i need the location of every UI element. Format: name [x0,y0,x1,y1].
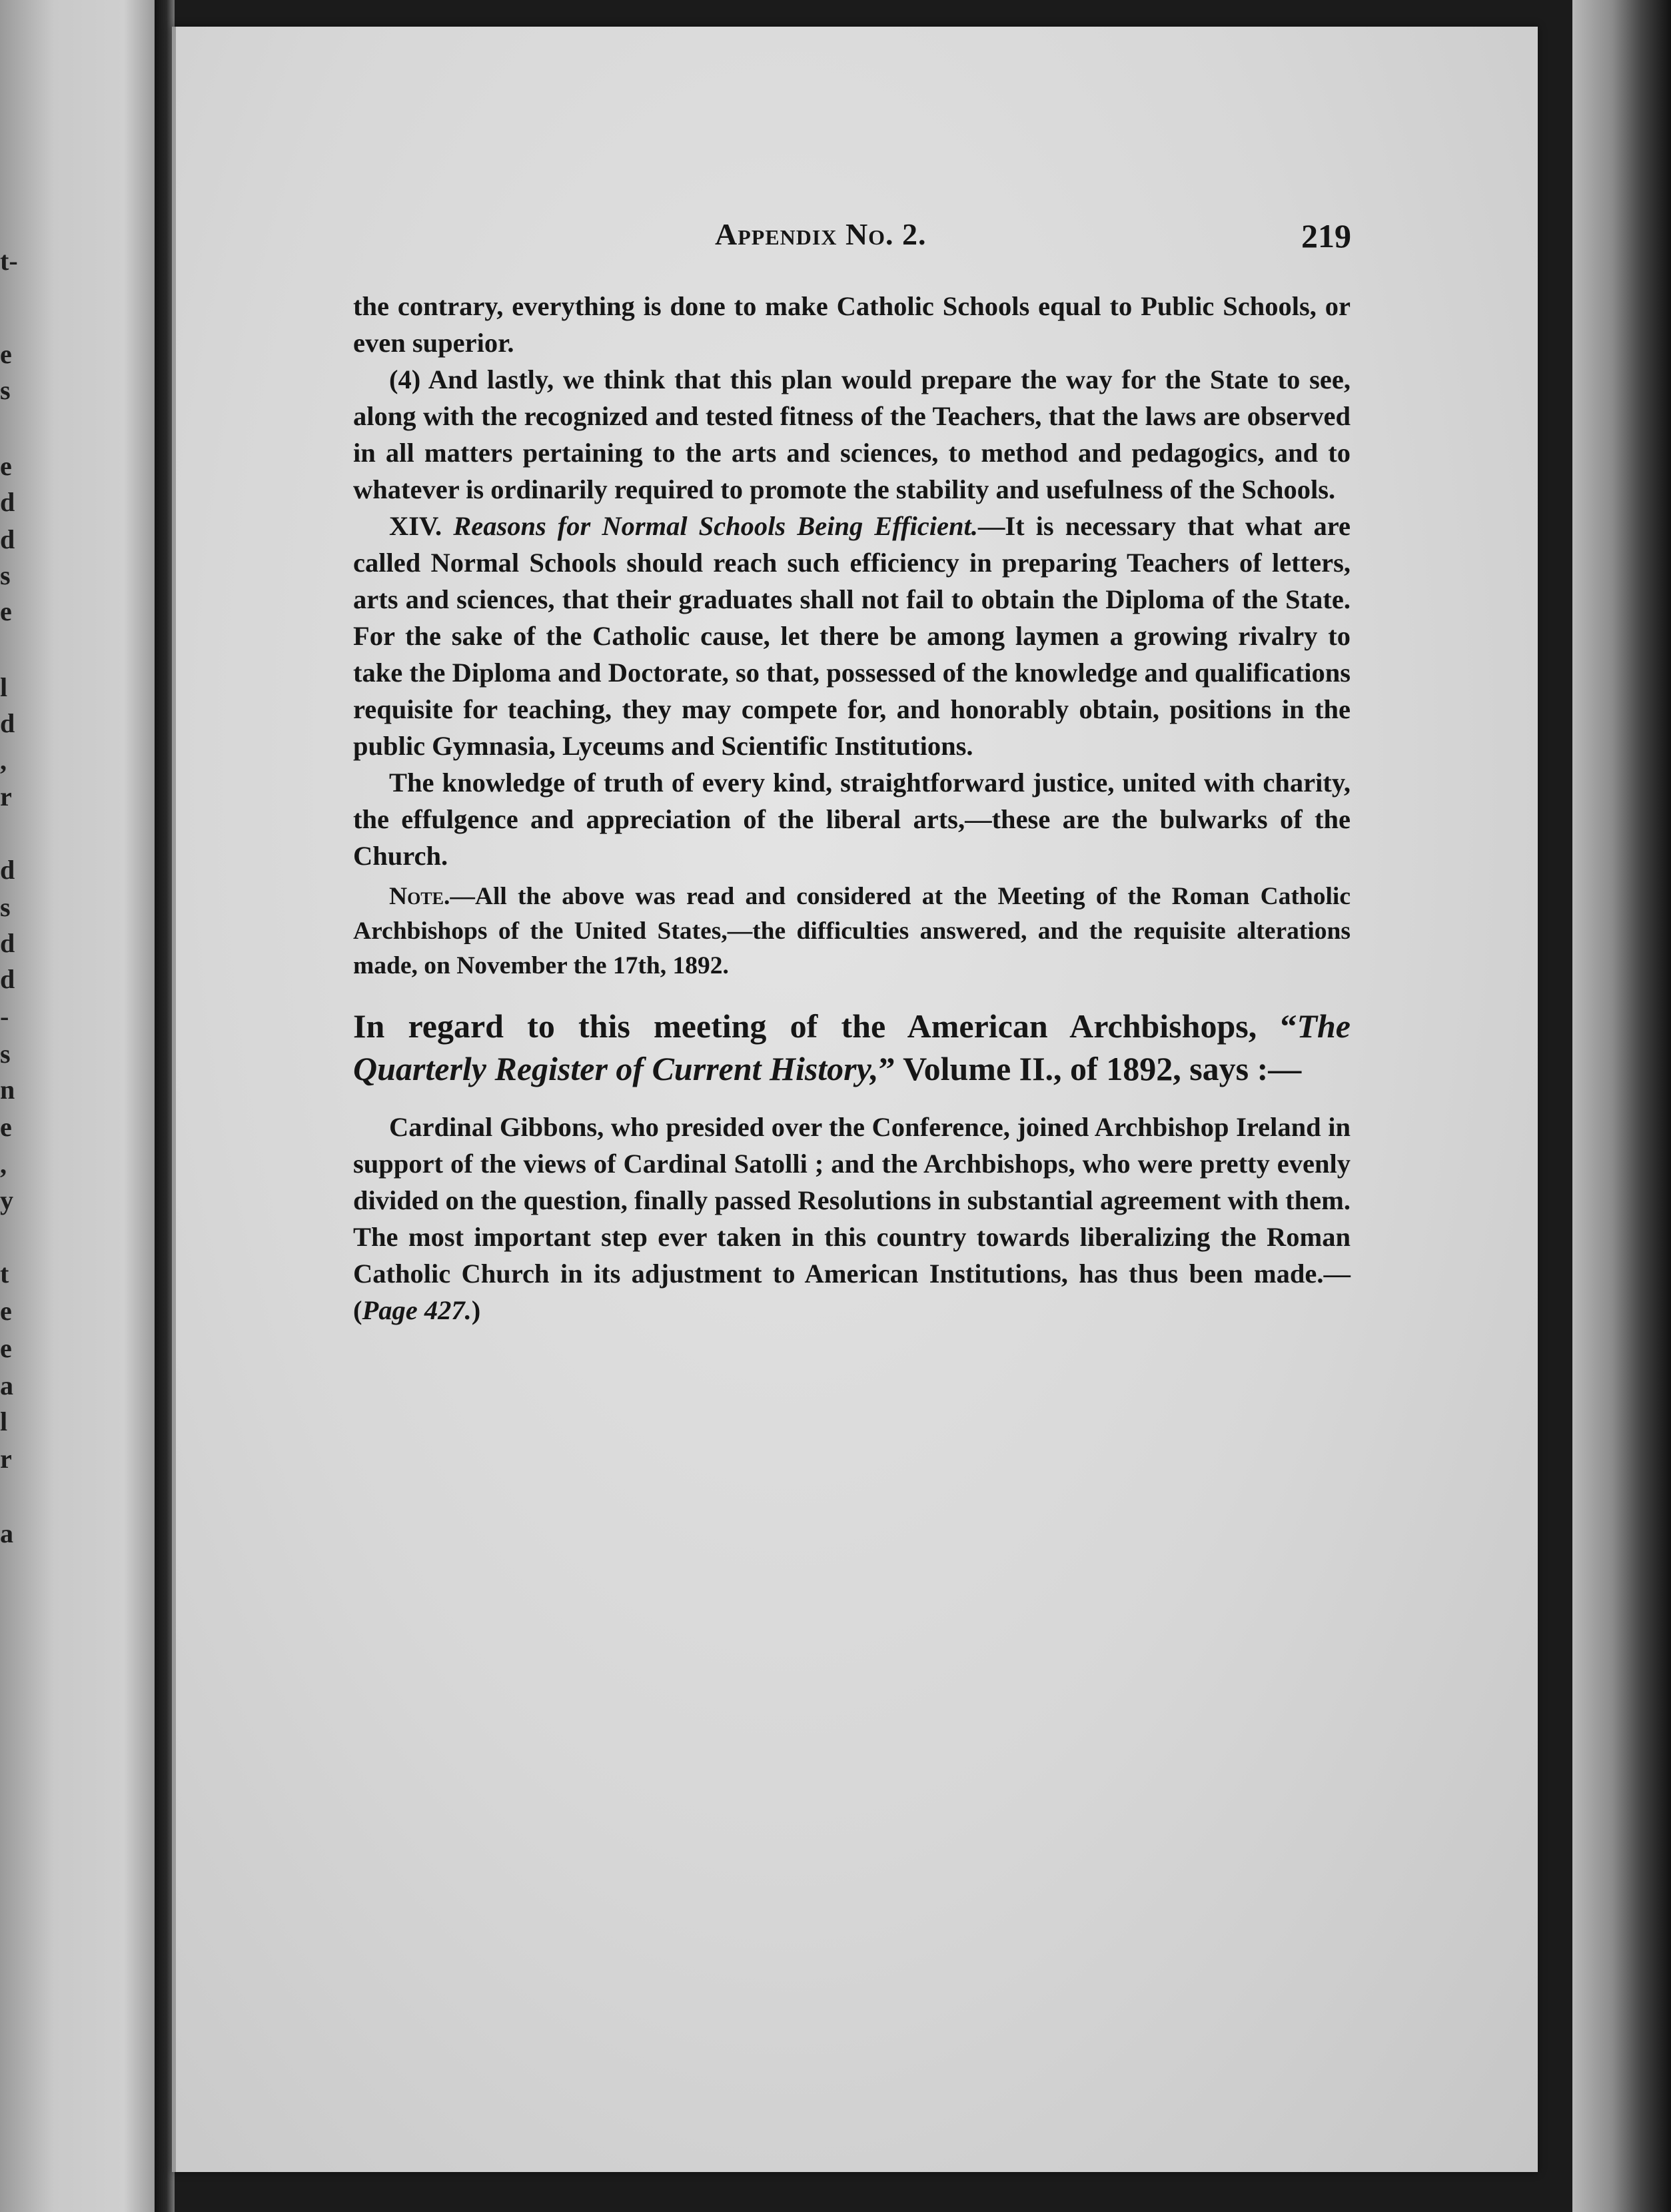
left-page-fragment: l [0,672,8,702]
quotation-introduction [353,1005,1351,1090]
section-body: —It is necessary that what are called Normal Schools should reach such efficiency in preparing Teachers of letters, arts and sciences, that their graduates shall not fail to obtain the Diploma of the State. For the sake of the Catholic cause, let there be among laymen a growing rivalry to take the Diploma and Doctorate, so that, possessed of the knowledge and qualifications requisite for teaching, they may compete for, and honorably obtain, positions in the public Gymnasia, Lyceums and Scientific Institutions. [353,511,1351,761]
left-page-fragment: r [0,782,12,812]
left-page-fragment: - [0,1001,9,1031]
note-body: —All the above was read and considered at the Meeting of the Roman Catholic Archbishops of the United States,—the difficulties answered, and the requisite alterations made, on November the 17th, 1892. [353,883,1351,979]
left-page-fragment: t- [0,246,18,276]
left-page-fragment: d [0,928,15,958]
left-page-fragment: n [0,1075,15,1105]
left-page-fragment: d [0,964,15,994]
page-header [172,217,1538,257]
quotation-close: ) [471,1295,481,1325]
intro-after: ” Volume II., of 1892, says :— [878,1050,1302,1087]
left-page-fragment: e [0,451,12,481]
page-citation: Page 427. [362,1295,472,1325]
left-page-fragment: l [0,1406,8,1436]
section-heading: Reasons for Normal Schools Being Efficient. [453,511,978,541]
left-page-fragment: s [0,560,11,590]
left-page-fragment: s [0,375,11,405]
left-page-fragment: s [0,1039,11,1069]
left-page-fragment: e [0,596,12,626]
left-page-fragment: t [0,1259,9,1289]
left-page-fragment: , [0,1149,7,1179]
left-page-fragment: r [0,1444,12,1474]
left-page-fragment: e [0,1296,12,1326]
paragraph-continuation: the contrary, everything is done to make Catholic Schools equal to Public Schools, or even superior. [353,291,1351,358]
paragraph-section-xiv [353,508,1351,764]
page-inner-edge [172,27,176,2172]
left-page-fragment: e [0,1333,12,1363]
note-paragraph [353,879,1351,983]
left-page-fragment: y [0,1185,13,1215]
paragraph-point-4: (4) And lastly, we think that this plan would prepare the way for the State to see, along with the recognized and tested fitness of the Teachers, that the laws are observed in all matters pertaining to the arts and sciences, to method and pedagogics, and to whatever is ordinarily required to promote the stability and usefulness of the Schools. [353,364,1351,504]
paragraph-bulwarks: The knowledge of truth of every kind, straightforward justice, united with charity, the effulgence and appreciation of the liberal arts,—these are the bulwarks of the Church. [353,768,1351,871]
note-label: Note. [389,883,450,910]
left-page-fragment: , [0,746,7,776]
page-number: 219 [1301,217,1351,255]
intro-before: In regard to this meeting of the American Archbishops, “ [353,1007,1297,1045]
left-page-fragment: e [0,339,12,369]
body-text [353,288,1351,1329]
quotation-paragraph [353,1109,1351,1329]
left-page-sliver [0,0,155,2212]
left-page-fragment: d [0,487,15,517]
page-stack-edge [1572,0,1671,2212]
left-page-fragment: s [0,892,11,922]
left-page-fragment: d [0,524,15,554]
book-page [172,27,1538,2172]
left-page-fragment: e [0,1112,12,1142]
section-number: XIV. [389,511,442,541]
publication-title: The Quarterly Register of Current History, [353,1007,1351,1087]
left-page-fragment: a [0,1518,13,1548]
left-page-fragment: d [0,855,15,885]
left-page-fragment: d [0,708,15,738]
running-head: Appendix No. 2. [715,217,927,251]
left-page-fragment: a [0,1371,13,1400]
quotation-body: Cardinal Gibbons, who presided over the Conference, joined Archbishop Ireland in support of the views of Cardinal Satolli ; and the Archbishops, who were pretty evenly divided on the question, finally passed Resolutions in substantial agreement with them. The most important step ever taken in this country towards liberalizing the Roman Catholic Church in its adjustment to American Institutions, has thus been made.—( [353,1112,1351,1325]
